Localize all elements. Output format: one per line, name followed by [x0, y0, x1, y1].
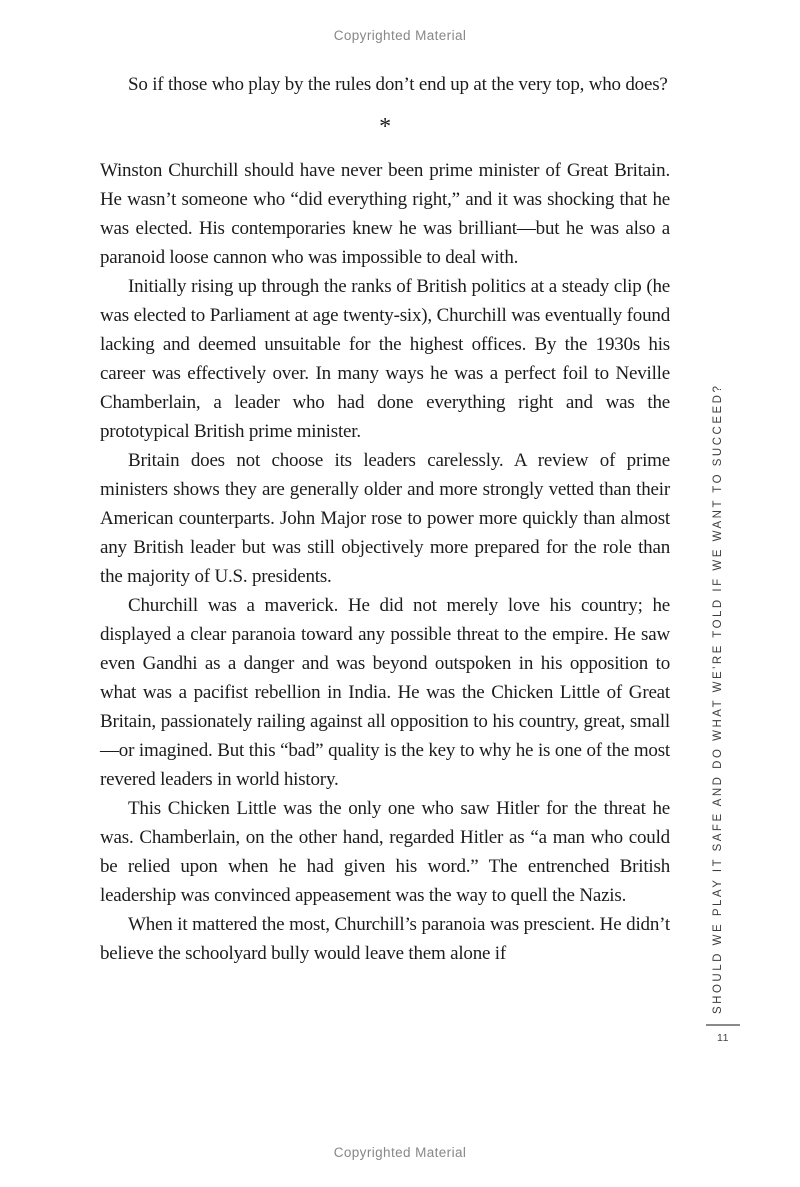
copyright-notice-bottom: Copyrighted Material — [333, 1145, 467, 1160]
section-break-asterisk: * — [379, 114, 391, 140]
page-body — [100, 70, 670, 968]
margin-chapter-title: SHOULD WE PLAY IT SAFE AND DO WHAT WE'RE TOLD IF WE WANT TO SUCCEED? — [712, 383, 724, 1014]
body-paragraph: So if those who play by the rules don’t end up at the very top, who does? — [128, 74, 668, 95]
body-paragraph: Britain does not choose its leaders carelessly. A review of prime ministers shows they are generally older and more strongly vetted than their American counterparts. John Major rose to power more quickly than almost any British leader but was still objectively more prepared for the role than the majority of U.S. presidents. — [100, 450, 670, 587]
page-number: 11 — [717, 1032, 729, 1044]
body-paragraph: When it mattered the most, Churchill’s paranoia was prescient. He didn’t believe the schoolyard bully would leave them alone if — [100, 914, 670, 964]
page-number-block — [706, 1024, 740, 1044]
copyright-notice-top: Copyrighted Material — [333, 28, 467, 43]
body-paragraph: This Chicken Little was the only one who saw Hitler for the threat he was. Chamberlain, on the other hand, regarded Hitler as “a man who could be relied upon when he had given his word.” The entrenched British leadership was convinced appeasement was the way to quell the Nazis. — [100, 798, 670, 906]
page-number-divider — [706, 1024, 740, 1026]
body-paragraph: Winston Churchill should have never been prime minister of Great Britain. He wasn’t someone who “did everything right,” and it was shocking that he was elected. His contemporaries knew he was brilliant—but he was also a paranoid loose cannon who was impossible to deal with. — [100, 160, 670, 268]
body-paragraph: Churchill was a maverick. He did not merely love his country; he displayed a clear paranoia toward any possible threat to the empire. He saw even Gandhi as a danger and was beyond outspoken in his opposition to what was a pacifist rebellion in India. He was the Chicken Little of Great Britain, passionately railing against all opposition to his country, great, small—or imagined. But this “bad” quality is the key to why he is one of the most revered leaders in world history. — [100, 595, 670, 790]
body-paragraph: Initially rising up through the ranks of British politics at a steady clip (he was elected to Parliament at age twenty-six), Churchill was eventually found lacking and deemed unsuitable for the highest offices. By the 1930s his career was effectively over. In many ways he was a perfect foil to Neville Chamberlain, a leader who had done everything right and was the prototypical British prime minister. — [100, 276, 670, 442]
